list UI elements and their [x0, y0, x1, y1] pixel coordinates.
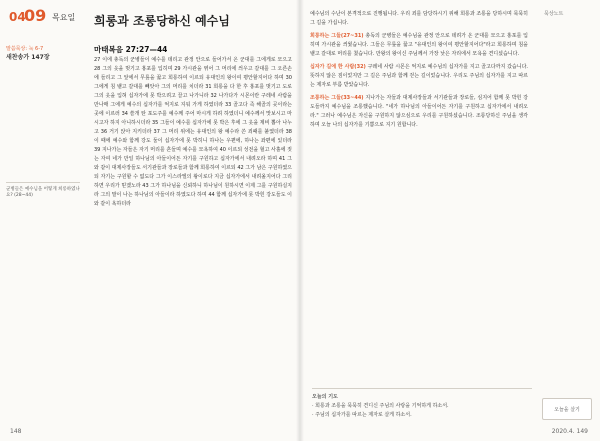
commentary-text: 구레네 사람 시몬은 억지로 예수님의 십자가를 지고 골고다까지 갔습니다. 뜻하지 않은 짐이었지만 그 길은 주님과 함께 걷는 길이었습니다. 우리도 주님의 십자가를 지고 따르는 제자로 부름 받았습니다. — [310, 64, 528, 88]
date-month: 04 — [9, 10, 26, 24]
prayer-box — [312, 388, 532, 420]
hymn-number: 새찬송가 147장 — [6, 54, 50, 61]
note-line — [6, 85, 80, 92]
note-line — [6, 120, 80, 127]
date-weekday: 목요일 — [52, 13, 76, 22]
sidebar — [6, 46, 80, 199]
note-line — [6, 99, 80, 106]
commentary — [310, 10, 528, 134]
note-line — [6, 155, 80, 162]
sidebar-question: 군병들은 예수님을 어떻게 희롱하였나요? (28~44) — [6, 187, 80, 198]
notes-tag: 묵상노트 — [544, 11, 564, 17]
note-line — [6, 78, 80, 85]
section-heading: 십자가 길에 한 사람(32) — [310, 64, 366, 70]
commentary-paragraph — [310, 10, 528, 28]
note-line — [6, 92, 80, 99]
note-line — [6, 71, 80, 78]
note-line — [6, 106, 80, 113]
page-number: 148 — [10, 428, 22, 435]
commentary-paragraph — [310, 63, 528, 90]
reading-reference: 말씀묵상: 눅 6-7 — [6, 46, 44, 52]
note-lines — [6, 64, 80, 176]
note-line — [6, 113, 80, 120]
prayer-line: · 희롱과 조롱을 묵묵히 견디신 주님의 사랑을 기억하게 하소서. — [312, 403, 449, 409]
note-line — [6, 64, 80, 71]
note-line — [6, 134, 80, 141]
commentary-paragraph — [310, 32, 528, 59]
commentary-text: 지나가는 자들과 대제사장들과 서기관들과 장로들, 심지어 함께 못 박힌 강도들까지 예수님을 조롱했습니다. "네가 하나님의 아들이어든 자기를 구원하고 십자가에서 내려오라." 그러나 예수님은 자신을 구원하지 않으심으로 우리를 구원하셨습니다. 조롱당하신 주님을 생각하며 오늘 나의 십자가를 기쁨으로 지기 원합니다. — [310, 95, 529, 128]
commentary-text: 예수님의 수난이 본격적으로 진행됩니다. 우리 죄를 담당하시기 위해 희롱과 조롱을 당하시며 묵묵히 그 길을 가십니다. — [310, 11, 528, 26]
note-line — [6, 148, 80, 155]
scripture-text: 27 이에 총독의 군병들이 예수를 데리고 관정 안으로 들어가서 온 군대를 그에게로 모으고 28 그의 옷을 벗기고 홍포를 입히며 29 가시관을 엮어 그 머리에 씌우고 갈대를 그 오른손에 들리고 그 앞에서 무릎을 꿇고 희롱하여 이르되 유대인의 왕이여 평안할지어다 하며 30 그에게 침 뱉고 갈대를 빼앗아 그의 머리를 치더라 31 희롱을 다 한 후 홍포를 벗기고 도로 그의 옷을 입혀 십자가에 못 박으려고 끌고 나가니라 32 나가다가 시몬이란 구레네 사람을 만나매 그에게 예수의 십자가를 억지로 지워 가게 하였더라 33 골고다 즉 해골의 곳이라는 곳에 이르러 34 쓸개 탄 포도주를 예수께 주어 마시게 하려 하였더니 예수께서 맛보시고 마시고자 하지 아니하시더라 35 그들이 예수를 십자가에 못 박은 후에 그 옷을 제비 뽑아 나누고 36 거기 앉아 지키더라 37 그 머리 위에는 유대인의 왕 예수라 쓴 죄패를 붙였더라 38 이 때에 예수와 함께 강도 둘이 십자가에 못 박히니 하나는 우편에, 하나는 좌편에 있더라 39 지나가는 자들은 자기 머리를 흔들며 예수를 모욕하여 40 이르되 성전을 헐고 사흘에 짓는 자여 네가 만일 하나님의 아들이어든 자기를 구원하고 십자가에서 내려오라 하며 41 그와 같이 대제사장들도 서기관들과 장로들과 함께 희롱하여 이르되 42 그가 남은 구원하였으되 자기는 구원할 수 없도다 그가 이스라엘의 왕이로다 지금 십자가에서 내려올지어다 그리하면 우리가 믿겠노라 43 그가 하나님을 신뢰하니 하나님이 원하시면 이제 그를 구원하실지라 그의 말이 나는 하나님의 아들이라 하였도다 하며 44 함께 십자가에 못 박힌 강도들도 이와 같이 욕하더라 — [94, 57, 292, 207]
note-line — [6, 141, 80, 148]
section-heading: 희롱하는 그들(27~31) — [310, 33, 364, 39]
note-line — [6, 162, 80, 169]
scripture-reference: 마태복음 27:27—44 — [94, 45, 168, 54]
prayer-title: 오늘의 기도 — [312, 394, 338, 400]
sticker-label: 오늘을 살기 — [542, 398, 592, 420]
commentary-paragraph — [310, 94, 528, 130]
page-title: 희롱과 조롱당하신 예수님 — [94, 14, 230, 28]
book-gutter — [296, 0, 304, 441]
note-line — [6, 127, 80, 134]
right-page — [300, 0, 600, 441]
prayer-line: · 주님의 십자가를 따르는 제자로 살게 하소서. — [312, 412, 412, 418]
section-heading: 조롱하는 그들(33~44) — [310, 95, 364, 101]
note-line — [6, 169, 80, 176]
footer-date: 2020.4. 149 — [551, 428, 588, 435]
sidebar-divider — [6, 182, 80, 183]
date-day: 09 — [24, 6, 47, 25]
commentary-text: 총독의 군병들은 예수님을 관정 안으로 데려가 온 군대를 모으고 홍포를 입히며 가시관을 씌웠습니다. 그들은 무릎을 꿇고 "유대인의 왕이여 평안할지어다"라고 희롱하며 침을 뱉고 갈대로 머리를 쳤습니다. 만왕의 왕이신 주님께서 가장 낮은 자리에서 모욕을 견디셨습니다. — [310, 33, 529, 57]
